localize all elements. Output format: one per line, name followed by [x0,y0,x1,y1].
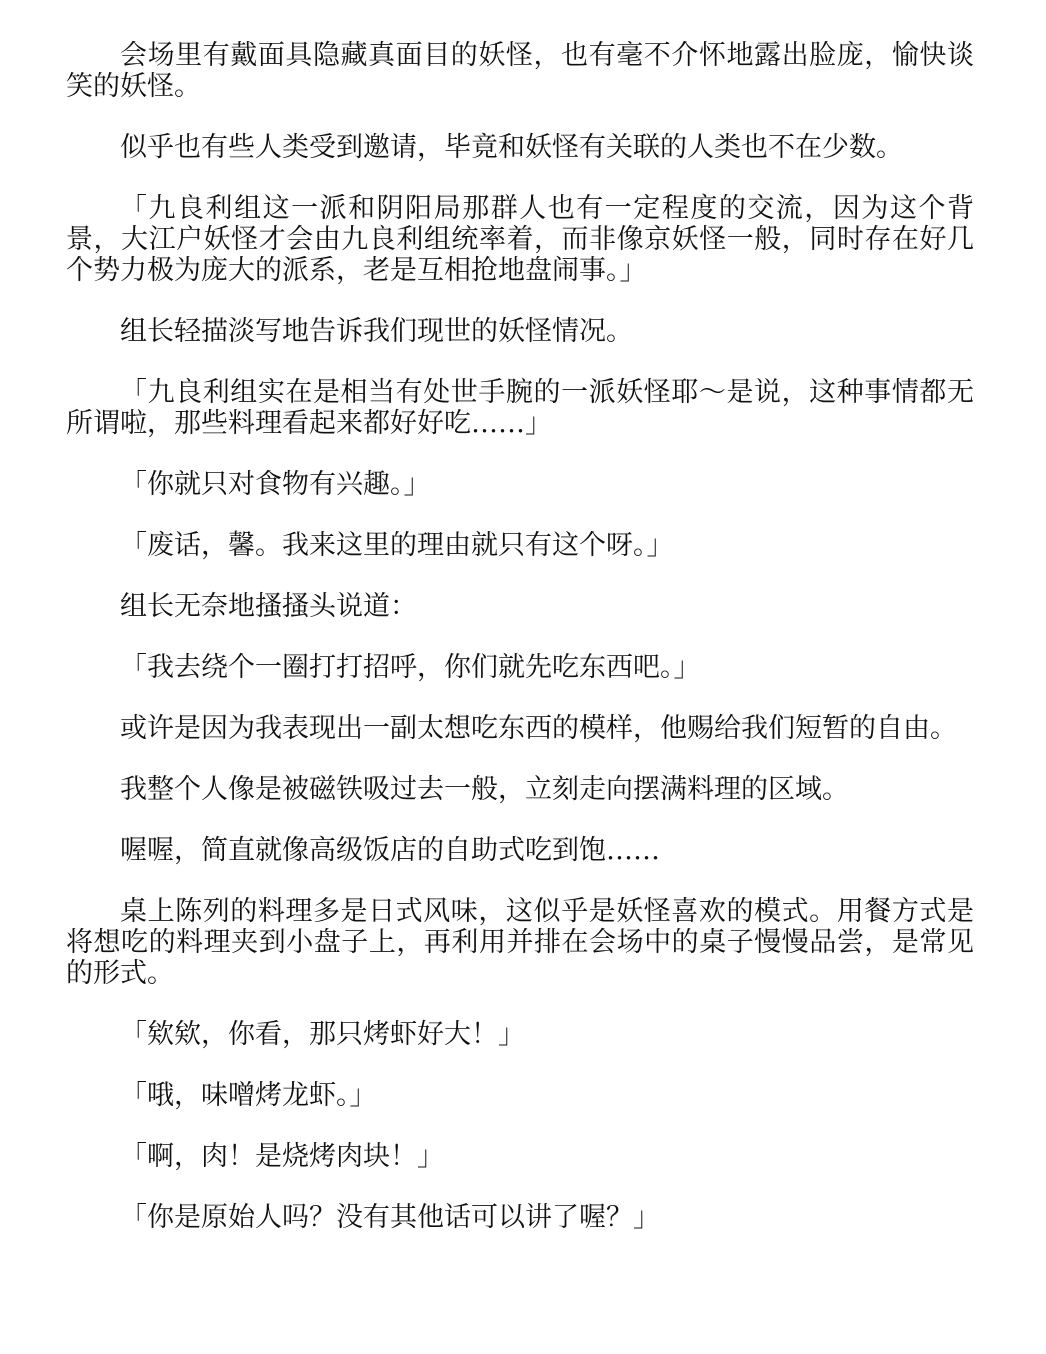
paragraph: 或许是因为我表现出一副太想吃东西的模样，他赐给我们短暂的自由。 [120,713,957,744]
paragraph: 「九良利组实在是相当有处世手腕的一派妖怪耶～是说，这种事情都无所谓啦，那些料理看起来都好好吃……」 [66,377,974,439]
paragraph: 喔喔，简直就像高级饭店的自助式吃到饱…… [120,835,660,866]
paragraph: 「我去绕个一圈打打招呼，你们就先吃东西吧。」 [120,652,701,683]
paragraph: 我整个人像是被磁铁吸过去一般，立刻走向摆满料理的区域。 [120,774,849,805]
paragraph: 「九良利组这一派和阴阳局那群人也有一定程度的交流，因为这个背景，大江户妖怪才会由九良利组统率着，而非像京妖怪一般，同时存在好几个势力极为庞大的派系，老是互相抢地盘闹事。」 [66,193,974,286]
paragraph: 「啊，肉！是烧烤肉块！」 [120,1141,444,1172]
paragraph: 「废话，馨。我来这里的理由就只有这个呀。」 [120,530,674,561]
paragraph: 组长轻描淡写地告诉我们现世的妖怪情况。 [120,316,633,347]
paragraph: 似乎也有些人类受到邀请，毕竟和妖怪有关联的人类也不在少数。 [120,132,903,163]
paragraph: 组长无奈地搔搔头说道： [120,591,417,622]
paragraph: 会场里有戴面具隐藏真面目的妖怪，也有毫不介怀地露出脸庞，愉快谈笑的妖怪。 [66,40,974,102]
paragraph: 「哦，味噌烤龙虾。」 [120,1080,377,1111]
paragraph: 桌上陈列的料理多是日式风味，这似乎是妖怪喜欢的模式。用餐方式是将想吃的料理夹到小盘子上，再利用并排在会场中的桌子慢慢品尝，是常见的形式。 [66,896,974,989]
paragraph: 「欸欸，你看，那只烤虾好大！」 [120,1019,525,1050]
paragraph: 「你就只对食物有兴趣。」 [120,469,431,500]
paragraph: 「你是原始人吗？没有其他话可以讲了喔？」 [120,1202,660,1233]
document-page [66,40,974,1263]
